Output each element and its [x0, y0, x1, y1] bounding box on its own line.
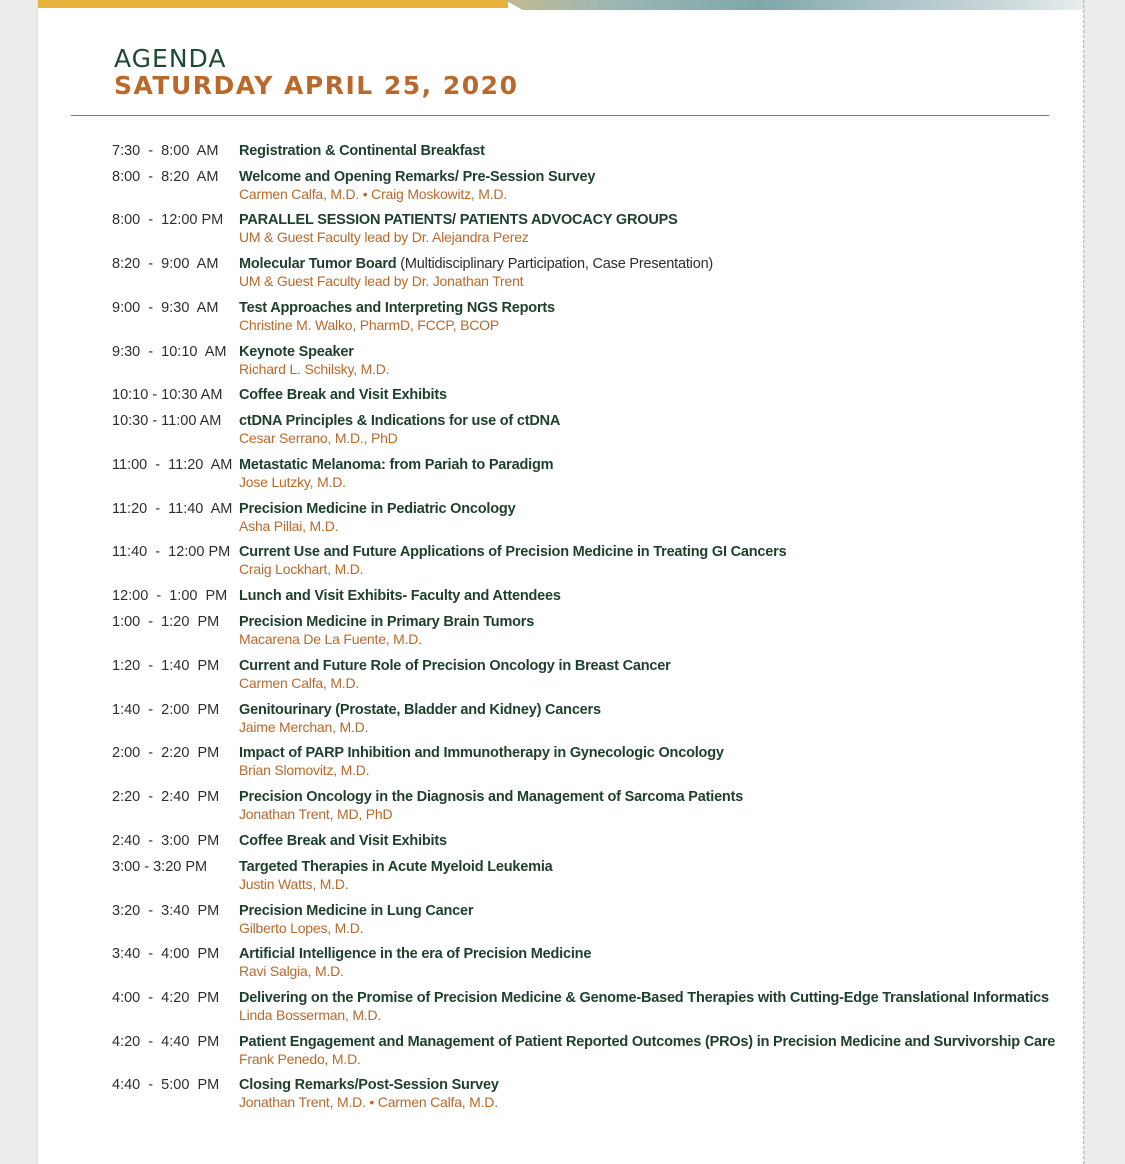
session-speaker: Ravi Salgia, M.D. — [239, 963, 344, 979]
session-time: 10:30 - 11:00 AM — [112, 413, 222, 429]
agenda-row — [112, 788, 1042, 823]
session-time: 12:00 - 1:00 PM — [112, 588, 228, 604]
session-title: Current Use and Future Applications of Precision Medicine in Treating GI Cancers — [239, 544, 787, 560]
session-title-line — [239, 701, 1042, 719]
session-title: Coffee Break and Visit Exhibits — [239, 387, 447, 403]
session-info — [239, 902, 1042, 937]
agenda-row — [112, 299, 1042, 334]
session-title: Impact of PARP Inhibition and Immunotherapy in Gynecologic Oncology — [239, 745, 724, 761]
agenda-row — [112, 613, 1042, 648]
agenda-row — [112, 945, 1042, 980]
heading-divider — [71, 115, 1049, 116]
session-title-line — [239, 299, 1042, 317]
agenda-row — [112, 858, 1042, 893]
session-title: Welcome and Opening Remarks/ Pre-Session Survey — [239, 169, 596, 185]
pdf-page — [38, 0, 1084, 1164]
session-time: 4:00 - 4:20 PM — [112, 990, 220, 1006]
session-title: Precision Medicine in Primary Brain Tumors — [239, 614, 535, 630]
header-banner — [38, 0, 1084, 10]
agenda-row — [112, 412, 1042, 447]
session-time: 4:20 - 4:40 PM — [112, 1034, 220, 1050]
session-title-line — [239, 211, 1042, 229]
session-speaker: UM & Guest Faculty lead by Dr. Alejandra Perez — [239, 229, 529, 245]
agenda-row — [112, 587, 1042, 605]
session-time: 11:00 - 11:20 AM — [112, 457, 233, 473]
session-title-line — [239, 1033, 1055, 1051]
session-speaker: Carmen Calfa, M.D. • Craig Moskowitz, M.D. — [239, 186, 507, 202]
session-title-line — [239, 500, 1042, 518]
session-speaker: Jose Lutzky, M.D. — [239, 474, 346, 490]
session-speaker: Jonathan Trent, M.D. • Carmen Calfa, M.D. — [239, 1094, 498, 1110]
session-info — [239, 858, 1042, 893]
banner-gold-stripe — [38, 0, 508, 8]
session-title-line — [239, 989, 1049, 1007]
session-info — [239, 500, 1042, 535]
session-time: 11:20 - 11:40 AM — [112, 501, 233, 517]
session-info — [239, 168, 1042, 203]
session-info — [239, 142, 1042, 160]
agenda-row — [112, 744, 1042, 779]
session-title: Artificial Intelligence in the era of Precision Medicine — [239, 946, 592, 962]
session-speaker: Jaime Merchan, M.D. — [239, 719, 369, 735]
session-time: 3:20 - 3:40 PM — [112, 903, 220, 919]
agenda-row — [112, 386, 1042, 404]
session-info — [239, 788, 1042, 823]
session-time: 3:00 - 3:20 PM — [112, 859, 208, 875]
session-title-line — [239, 788, 1042, 806]
session-info — [239, 386, 1042, 404]
session-time: 1:00 - 1:20 PM — [112, 614, 220, 630]
session-info — [239, 657, 1042, 692]
session-title: PARALLEL SESSION PATIENTS/ PATIENTS ADVOCACY GROUPS — [239, 212, 678, 228]
session-title-line — [239, 386, 1042, 404]
session-title-line — [239, 613, 1042, 631]
session-title: Targeted Therapies in Acute Myeloid Leukemia — [239, 859, 553, 875]
agenda-row — [112, 142, 1042, 160]
session-title: Precision Medicine in Pediatric Oncology — [239, 501, 516, 517]
session-speaker: Asha Pillai, M.D. — [239, 518, 339, 534]
session-title: Current and Future Role of Precision Oncology in Breast Cancer — [239, 658, 671, 674]
session-title: Metastatic Melanoma: from Pariah to Paradigm — [239, 457, 554, 473]
session-info — [239, 701, 1042, 736]
session-info — [239, 1033, 1055, 1068]
session-info — [239, 255, 1042, 290]
session-speaker: Craig Lockhart, M.D. — [239, 561, 364, 577]
session-time: 2:40 - 3:00 PM — [112, 833, 220, 849]
session-title-line — [239, 168, 1042, 186]
session-title: Coffee Break and Visit Exhibits — [239, 833, 447, 849]
session-title: Precision Medicine in Lung Cancer — [239, 903, 474, 919]
session-title-line — [239, 902, 1042, 920]
session-info — [239, 412, 1042, 447]
session-info — [239, 587, 1042, 605]
session-speaker: Macarena De La Fuente, M.D. — [239, 631, 422, 647]
session-time: 2:00 - 2:20 PM — [112, 745, 220, 761]
session-info — [239, 299, 1042, 334]
session-title-line — [239, 456, 1042, 474]
session-time: 3:40 - 4:00 PM — [112, 946, 220, 962]
session-time: 4:40 - 5:00 PM — [112, 1077, 220, 1093]
session-title: Test Approaches and Interpreting NGS Reports — [239, 300, 555, 316]
session-title: Molecular Tumor Board — [239, 256, 397, 272]
agenda-row — [112, 657, 1042, 692]
session-time: 9:30 - 10:10 AM — [112, 344, 227, 360]
agenda-row — [112, 211, 1042, 246]
session-title: Lunch and Visit Exhibits- Faculty and Attendees — [239, 588, 561, 604]
agenda-row — [112, 989, 1049, 1024]
session-note: (Multidisciplinary Participation, Case Presentation) — [396, 256, 714, 272]
agenda-row — [112, 255, 1042, 290]
session-info — [239, 744, 1042, 779]
session-title-line — [239, 412, 1042, 430]
agenda-row — [112, 343, 1042, 378]
session-speaker: Linda Bosserman, M.D. — [239, 1007, 382, 1023]
session-time: 7:30 - 8:00 AM — [112, 143, 219, 159]
agenda-row — [112, 701, 1042, 736]
session-info — [239, 613, 1042, 648]
session-title-line — [239, 945, 1042, 963]
session-info — [239, 989, 1049, 1024]
session-title: Precision Oncology in the Diagnosis and Management of Sarcoma Patients — [239, 789, 744, 805]
session-info — [239, 543, 1042, 578]
agenda-row — [112, 902, 1042, 937]
session-time: 2:20 - 2:40 PM — [112, 789, 220, 805]
session-speaker: UM & Guest Faculty lead by Dr. Jonathan Trent — [239, 273, 524, 289]
page-edge — [1083, 0, 1084, 1164]
session-title-line — [239, 858, 1042, 876]
session-time: 1:40 - 2:00 PM — [112, 702, 220, 718]
agenda-row — [112, 500, 1042, 535]
session-title: Genitourinary (Prostate, Bladder and Kidney) Cancers — [239, 702, 601, 718]
agenda-row — [112, 1076, 1042, 1111]
session-info — [239, 456, 1042, 491]
session-info — [239, 945, 1042, 980]
session-speaker: Richard L. Schilsky, M.D. — [239, 361, 390, 377]
session-title: Delivering on the Promise of Precision Medicine & Genome-Based Therapies with Cutting-Edge Translational Informatics — [239, 990, 1049, 1006]
session-time: 11:40 - 12:00 PM — [112, 544, 231, 560]
session-title: Registration & Continental Breakfast — [239, 143, 485, 159]
agenda-row — [112, 832, 1042, 850]
session-time: 10:10 - 10:30 AM — [112, 387, 223, 403]
session-info — [239, 832, 1042, 850]
session-speaker: Carmen Calfa, M.D. — [239, 675, 360, 691]
session-title-line — [239, 543, 1042, 561]
session-title: Closing Remarks/Post-Session Survey — [239, 1077, 499, 1093]
session-title-line — [239, 1076, 1042, 1094]
session-speaker: Christine M. Walko, PharmD, FCCP, BCOP — [239, 317, 500, 333]
session-title: Keynote Speaker — [239, 344, 354, 360]
session-title-line — [239, 744, 1042, 762]
session-time: 1:20 - 1:40 PM — [112, 658, 220, 674]
session-title: Patient Engagement and Management of Patient Reported Outcomes (PROs) in Precision Medicine and Survivorship Care — [239, 1034, 1056, 1050]
session-title-line — [239, 255, 1042, 273]
session-title-line — [239, 587, 1042, 605]
session-time: 8:00 - 8:20 AM — [112, 169, 219, 185]
agenda-date: SATURDAY APRIL 25, 2020 — [114, 71, 519, 100]
session-title-line — [239, 657, 1042, 675]
session-speaker: Justin Watts, M.D. — [239, 876, 349, 892]
session-speaker: Cesar Serrano, M.D., PhD — [239, 430, 398, 446]
agenda-row — [112, 168, 1042, 203]
session-title-line — [239, 343, 1042, 361]
agenda-heading: AGENDA — [114, 44, 227, 73]
session-time: 8:00 - 12:00 PM — [112, 212, 224, 228]
session-speaker: Frank Penedo, M.D. — [239, 1051, 361, 1067]
session-info — [239, 343, 1042, 378]
banner-photo-strip — [493, 0, 1084, 10]
agenda-row — [112, 456, 1042, 491]
session-info — [239, 1076, 1042, 1111]
session-time: 9:00 - 9:30 AM — [112, 300, 219, 316]
agenda-row — [112, 543, 1042, 578]
session-title-line — [239, 142, 1042, 160]
session-speaker: Gilberto Lopes, M.D. — [239, 920, 364, 936]
session-speaker: Jonathan Trent, MD, PhD — [239, 806, 393, 822]
session-title-line — [239, 832, 1042, 850]
session-time: 8:20 - 9:00 AM — [112, 256, 219, 272]
agenda-row — [112, 1033, 1056, 1068]
session-info — [239, 211, 1042, 246]
session-title: ctDNA Principles & Indications for use of ctDNA — [239, 413, 561, 429]
session-speaker: Brian Slomovitz, M.D. — [239, 762, 370, 778]
